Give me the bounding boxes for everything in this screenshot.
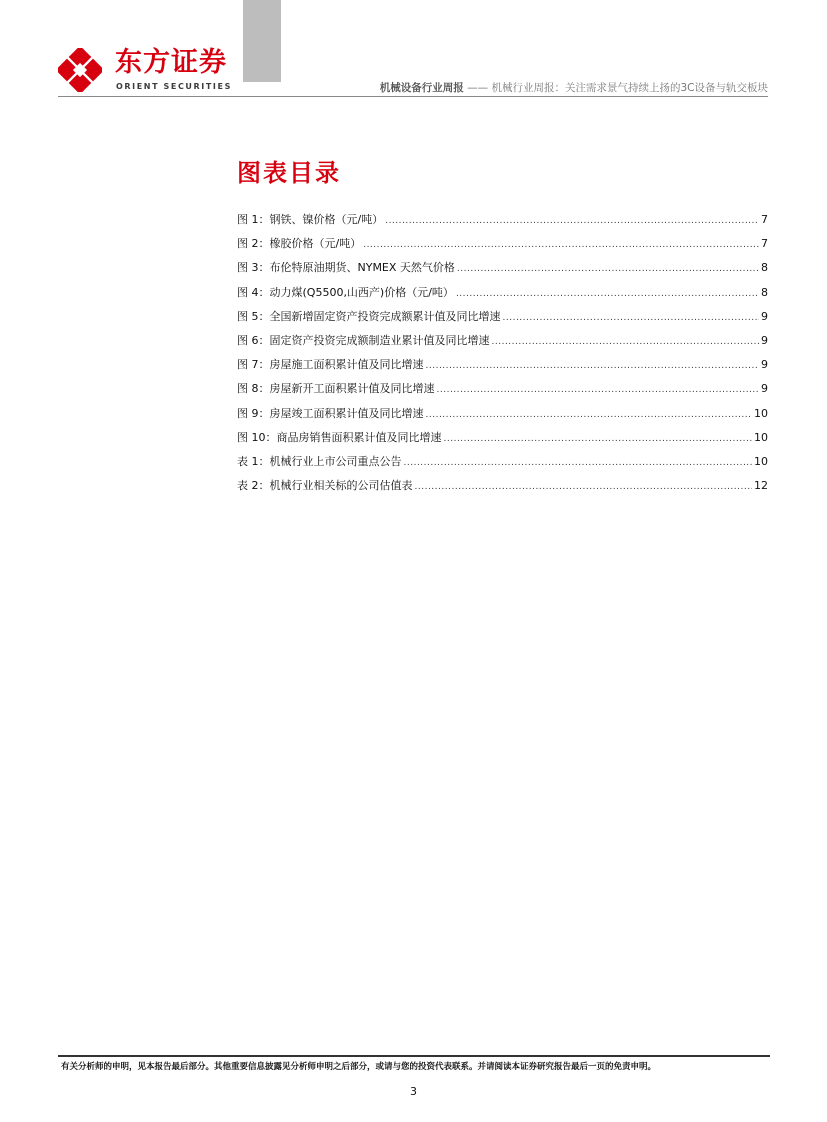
page-number: 3 (410, 1085, 417, 1098)
toc-entry-label: 图 2：橡胶价格（元/吨） (237, 237, 362, 251)
toc-entry-label: 图 7：房屋施工面积累计值及同比增速 (237, 358, 424, 372)
toc-entry-label: 图 5：全国新增固定资产投资完成额累计值及同比增速 (237, 309, 501, 323)
toc-entry[interactable] (237, 285, 768, 309)
report-category: 机械设备行业周报 (379, 82, 464, 94)
footer-divider (58, 1055, 770, 1057)
toc-dot-leader (426, 359, 760, 374)
toc-entry-label: 图 1：钢铁、镍价格（元/吨） (237, 213, 384, 226)
toc-entry-page: 7 (761, 213, 768, 226)
toc-dot-leader (457, 262, 759, 277)
toc-entry-page: 9 (761, 309, 768, 323)
toc-entry-page: 10 (754, 430, 768, 444)
header-divider (58, 96, 768, 97)
toc-dot-leader (503, 311, 760, 326)
toc-dot-leader (385, 214, 759, 229)
toc-entry-page: 9 (761, 333, 768, 347)
toc-entry[interactable] (237, 236, 768, 260)
toc-dot-leader (444, 432, 753, 447)
toc-entry[interactable] (237, 454, 768, 478)
logo-chinese-text: 东方证券 (115, 47, 227, 78)
toc-title: 图表目录 (237, 159, 341, 187)
toc-dot-leader (415, 480, 753, 495)
toc-dot-leader (426, 408, 753, 423)
toc-dot-leader (404, 456, 753, 471)
toc-entry[interactable] (237, 212, 768, 236)
toc-entry-label: 图 3：布伦特原油期货、NYMEX 天然气价格 (237, 261, 455, 275)
toc-entry-page: 8 (761, 261, 768, 275)
toc-entry-page: 10 (754, 406, 768, 420)
toc-entry[interactable] (237, 406, 768, 430)
toc-entry-label: 表 2：机械行业相关标的公司估值表 (237, 479, 413, 493)
orient-securities-logo-icon (58, 48, 102, 92)
toc-entry[interactable] (237, 357, 768, 381)
toc-entry[interactable] (237, 381, 768, 405)
report-title: 机械行业周报：关注需求景气持续上扬的3C设备与轨交板块 (491, 82, 768, 94)
toc-entry-page: 9 (761, 358, 768, 372)
toc-entry[interactable] (237, 430, 768, 454)
toc-entry[interactable] (237, 478, 768, 502)
toc-entry-page: 9 (761, 382, 768, 396)
toc-list (237, 212, 768, 502)
toc-dot-leader (456, 287, 759, 302)
toc-entry-label: 图 4：动力煤(Q5500,山西产)价格（元/吨） (237, 285, 454, 299)
toc-entry-label: 表 1：机械行业上市公司重点公告 (237, 454, 402, 468)
toc-dot-leader (437, 383, 760, 398)
toc-entry-page: 12 (754, 479, 768, 493)
toc-entry[interactable] (237, 309, 768, 333)
header-gray-tab (243, 0, 281, 82)
toc-entry[interactable] (237, 333, 768, 357)
toc-entry-label: 图 6：固定资产投资完成额制造业累计值及同比增速 (237, 333, 490, 347)
toc-entry-label: 图 8：房屋新开工面积累计值及同比增速 (237, 382, 435, 396)
toc-entry[interactable] (237, 260, 768, 284)
toc-dot-leader (492, 335, 760, 350)
toc-dot-leader (363, 238, 759, 253)
toc-entry-page: 8 (761, 285, 768, 299)
footer-disclaimer: 有关分析师的申明，见本报告最后部分。其他重要信息披露见分析师申明之后部分，或请与您的投资代表联系。并请阅读本证券研究报告最后一页的免责申明。 (61, 1062, 657, 1072)
toc-entry-label: 图 10：商品房销售面积累计值及同比增速 (237, 430, 442, 444)
toc-entry-label: 图 9：房屋竣工面积累计值及同比增速 (237, 406, 424, 420)
company-logo (58, 46, 232, 94)
toc-entry-page: 10 (754, 454, 768, 468)
logo-english-text: ORIENT SECURITIES (116, 82, 232, 91)
header-separator: —— (463, 82, 492, 94)
toc-entry-page: 7 (761, 237, 768, 251)
report-header (380, 82, 768, 94)
